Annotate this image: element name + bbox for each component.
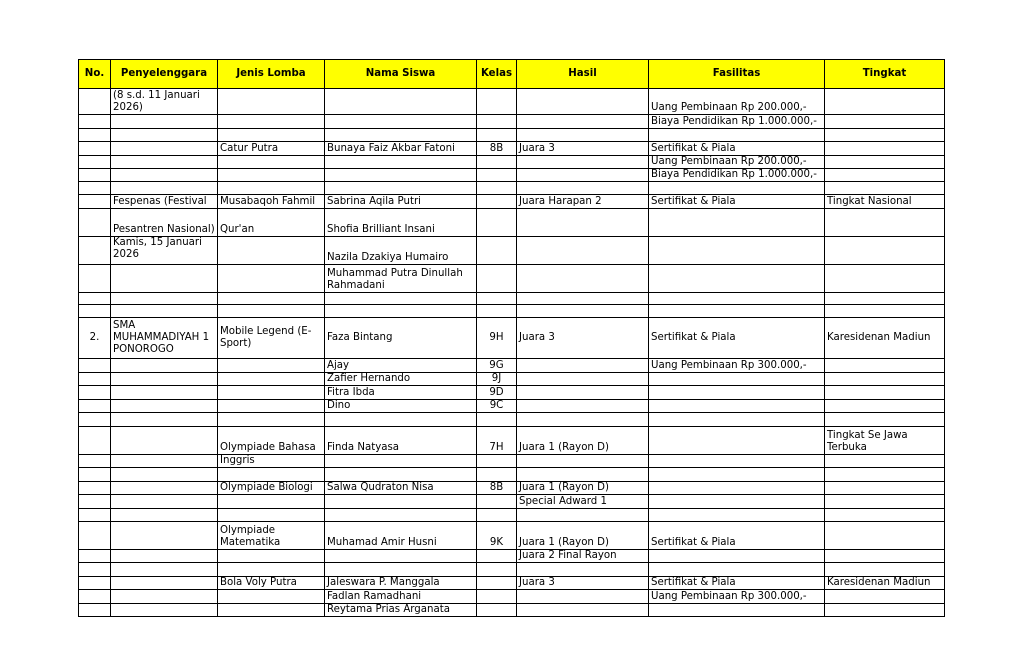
cell-tingkat [825, 509, 945, 522]
cell-hasil [517, 265, 649, 293]
header-tingkat: Tingkat [825, 60, 945, 89]
cell-kelas [477, 169, 517, 182]
cell-jenis-lomba [218, 305, 325, 318]
cell-no [79, 195, 111, 209]
cell-tingkat: Tingkat Se Jawa Terbuka [825, 427, 945, 455]
cell-tingkat [825, 373, 945, 386]
cell-nama-siswa: Sabrina Aqila Putri [325, 195, 477, 209]
cell-nama-siswa [325, 509, 477, 522]
cell-tingkat [825, 604, 945, 617]
cell-kelas: 9H [477, 318, 517, 359]
cell-hasil [517, 293, 649, 305]
cell-penyelenggara [111, 400, 218, 413]
table-row [79, 359, 945, 373]
table-row [79, 318, 945, 359]
cell-kelas [477, 455, 517, 468]
cell-kelas: 9C [477, 400, 517, 413]
cell-fasilitas [649, 400, 825, 413]
cell-penyelenggara [111, 305, 218, 318]
cell-nama-siswa [325, 115, 477, 129]
cell-no [79, 89, 111, 115]
cell-penyelenggara [111, 522, 218, 550]
cell-hasil: Juara 1 (Rayon D) [517, 482, 649, 495]
table-row [79, 142, 945, 156]
cell-nama-siswa: Shofia Brilliant Insani [325, 209, 477, 237]
header-jenis-lomba: Jenis Lomba [218, 60, 325, 89]
cell-tingkat [825, 156, 945, 169]
table-row [79, 550, 945, 563]
cell-kelas [477, 182, 517, 195]
cell-fasilitas: Sertifikat & Piala [649, 142, 825, 156]
table-row [79, 129, 945, 142]
cell-kelas [477, 550, 517, 563]
table-row [79, 237, 945, 265]
cell-jenis-lomba [218, 237, 325, 265]
cell-hasil [517, 509, 649, 522]
cell-tingkat [825, 115, 945, 129]
cell-fasilitas: Sertifikat & Piala [649, 577, 825, 590]
cell-tingkat [825, 293, 945, 305]
cell-jenis-lomba [218, 495, 325, 509]
cell-tingkat [825, 129, 945, 142]
cell-fasilitas [649, 550, 825, 563]
cell-fasilitas [649, 482, 825, 495]
cell-fasilitas [649, 563, 825, 577]
cell-no: 2. [79, 318, 111, 359]
cell-hasil: Juara 3 [517, 142, 649, 156]
cell-penyelenggara [111, 359, 218, 373]
cell-jenis-lomba [218, 115, 325, 129]
cell-penyelenggara: Fespenas (Festival [111, 195, 218, 209]
header-row [79, 60, 945, 89]
cell-no [79, 563, 111, 577]
cell-penyelenggara [111, 293, 218, 305]
cell-no [79, 495, 111, 509]
table-row [79, 195, 945, 209]
cell-nama-siswa: Muhammad Putra Dinullah Rahmadani [325, 265, 477, 293]
cell-nama-siswa: Zafier Hernando [325, 373, 477, 386]
cell-tingkat: Tingkat Nasional [825, 195, 945, 209]
cell-kelas [477, 563, 517, 577]
cell-hasil [517, 237, 649, 265]
cell-kelas [477, 590, 517, 604]
cell-no [79, 115, 111, 129]
header-hasil: Hasil [517, 60, 649, 89]
cell-nama-siswa [325, 293, 477, 305]
cell-kelas: 9D [477, 386, 517, 400]
cell-penyelenggara [111, 413, 218, 427]
table-row [79, 182, 945, 195]
cell-jenis-lomba [218, 413, 325, 427]
cell-nama-siswa [325, 305, 477, 318]
table-row [79, 305, 945, 318]
cell-no [79, 156, 111, 169]
table-row [79, 209, 945, 237]
cell-nama-siswa [325, 129, 477, 142]
cell-no [79, 142, 111, 156]
cell-jenis-lomba [218, 563, 325, 577]
table-row [79, 455, 945, 468]
cell-fasilitas: Uang Pembinaan Rp 200.000,- [649, 89, 825, 115]
cell-fasilitas: Uang Pembinaan Rp 300.000,- [649, 590, 825, 604]
cell-hasil: Juara 3 [517, 318, 649, 359]
table-row [79, 386, 945, 400]
cell-penyelenggara [111, 115, 218, 129]
table-row [79, 169, 945, 182]
cell-nama-siswa [325, 468, 477, 482]
cell-jenis-lomba [218, 590, 325, 604]
cell-no [79, 509, 111, 522]
cell-fasilitas [649, 182, 825, 195]
cell-nama-siswa: Bunaya Faiz Akbar Fatoni [325, 142, 477, 156]
cell-hasil [517, 386, 649, 400]
header-fasilitas: Fasilitas [649, 60, 825, 89]
cell-tingkat [825, 563, 945, 577]
cell-no [79, 209, 111, 237]
cell-nama-siswa: Jaleswara P. Manggala [325, 577, 477, 590]
cell-penyelenggara [111, 373, 218, 386]
cell-jenis-lomba: Inggris [218, 455, 325, 468]
spreadsheet-table-container [78, 59, 944, 617]
cell-penyelenggara [111, 563, 218, 577]
table-row [79, 400, 945, 413]
cell-kelas [477, 156, 517, 169]
cell-kelas [477, 509, 517, 522]
cell-fasilitas [649, 305, 825, 318]
cell-no [79, 169, 111, 182]
table-row [79, 156, 945, 169]
cell-tingkat [825, 182, 945, 195]
table-row [79, 115, 945, 129]
cell-no [79, 590, 111, 604]
cell-penyelenggara [111, 265, 218, 293]
cell-no [79, 577, 111, 590]
competition-results-table [78, 59, 945, 617]
cell-nama-siswa: Reytama Prias Arganata [325, 604, 477, 617]
header-kelas: Kelas [477, 60, 517, 89]
cell-tingkat [825, 482, 945, 495]
table-row [79, 509, 945, 522]
cell-jenis-lomba: Olympiade Matematika [218, 522, 325, 550]
cell-penyelenggara [111, 550, 218, 563]
cell-jenis-lomba [218, 182, 325, 195]
cell-jenis-lomba [218, 293, 325, 305]
cell-fasilitas: Sertifikat & Piala [649, 195, 825, 209]
cell-fasilitas: Biaya Pendidikan Rp 1.000.000,- [649, 169, 825, 182]
cell-fasilitas [649, 468, 825, 482]
cell-hasil: Juara 3 [517, 577, 649, 590]
cell-jenis-lomba: Musabaqoh Fahmil [218, 195, 325, 209]
cell-jenis-lomba: Mobile Legend (E-Sport) [218, 318, 325, 359]
cell-fasilitas [649, 373, 825, 386]
cell-fasilitas [649, 209, 825, 237]
cell-fasilitas [649, 237, 825, 265]
cell-tingkat [825, 522, 945, 550]
cell-nama-siswa: Dino [325, 400, 477, 413]
cell-tingkat [825, 305, 945, 318]
header-nama-siswa: Nama Siswa [325, 60, 477, 89]
cell-penyelenggara [111, 427, 218, 455]
table-row [79, 482, 945, 495]
table-row [79, 563, 945, 577]
table-row [79, 468, 945, 482]
cell-penyelenggara: Kamis, 15 Januari 2026 [111, 237, 218, 265]
cell-penyelenggara [111, 590, 218, 604]
cell-kelas: 8B [477, 482, 517, 495]
cell-nama-siswa: Ajay [325, 359, 477, 373]
cell-penyelenggara [111, 482, 218, 495]
cell-hasil: Juara 1 (Rayon D) [517, 522, 649, 550]
cell-tingkat [825, 359, 945, 373]
table-row [79, 427, 945, 455]
cell-kelas: 9J [477, 373, 517, 386]
cell-hasil [517, 182, 649, 195]
cell-kelas [477, 237, 517, 265]
cell-nama-siswa [325, 495, 477, 509]
cell-hasil [517, 413, 649, 427]
cell-jenis-lomba [218, 89, 325, 115]
cell-hasil [517, 156, 649, 169]
cell-nama-siswa [325, 550, 477, 563]
cell-nama-siswa: Salwa Qudraton Nisa [325, 482, 477, 495]
cell-tingkat [825, 142, 945, 156]
cell-fasilitas [649, 495, 825, 509]
cell-fasilitas: Sertifikat & Piala [649, 522, 825, 550]
cell-hasil [517, 400, 649, 413]
cell-hasil: Juara 2 Final Rayon [517, 550, 649, 563]
header-no: No. [79, 60, 111, 89]
cell-kelas [477, 129, 517, 142]
cell-tingkat [825, 169, 945, 182]
cell-no [79, 359, 111, 373]
table-row [79, 265, 945, 293]
cell-jenis-lomba [218, 604, 325, 617]
cell-penyelenggara: SMA MUHAMMADIYAH 1 PONOROGO [111, 318, 218, 359]
cell-penyelenggara [111, 129, 218, 142]
cell-no [79, 522, 111, 550]
cell-penyelenggara: Pesantren Nasional) [111, 209, 218, 237]
cell-kelas [477, 265, 517, 293]
cell-penyelenggara [111, 509, 218, 522]
cell-no [79, 265, 111, 293]
cell-no [79, 386, 111, 400]
cell-nama-siswa [325, 413, 477, 427]
cell-jenis-lomba [218, 509, 325, 522]
cell-jenis-lomba [218, 373, 325, 386]
cell-hasil: Juara Harapan 2 [517, 195, 649, 209]
cell-no [79, 293, 111, 305]
table-row [79, 590, 945, 604]
cell-no [79, 550, 111, 563]
cell-jenis-lomba [218, 156, 325, 169]
table-row [79, 89, 945, 115]
cell-hasil [517, 455, 649, 468]
table-row [79, 373, 945, 386]
cell-penyelenggara [111, 182, 218, 195]
cell-no [79, 182, 111, 195]
cell-penyelenggara [111, 156, 218, 169]
cell-fasilitas [649, 455, 825, 468]
cell-hasil [517, 169, 649, 182]
cell-jenis-lomba: Olympiade Biologi [218, 482, 325, 495]
cell-no [79, 305, 111, 318]
cell-kelas [477, 209, 517, 237]
cell-hasil [517, 590, 649, 604]
cell-hasil [517, 129, 649, 142]
cell-fasilitas [649, 509, 825, 522]
cell-tingkat [825, 455, 945, 468]
cell-fasilitas: Sertifikat & Piala [649, 318, 825, 359]
cell-tingkat [825, 89, 945, 115]
cell-nama-siswa [325, 455, 477, 468]
cell-tingkat: Karesidenan Madiun [825, 318, 945, 359]
cell-nama-siswa: Fadlan Ramadhani [325, 590, 477, 604]
cell-fasilitas [649, 427, 825, 455]
cell-no [79, 413, 111, 427]
cell-jenis-lomba: Qur'an [218, 209, 325, 237]
cell-kelas [477, 577, 517, 590]
cell-fasilitas [649, 604, 825, 617]
cell-penyelenggara [111, 577, 218, 590]
cell-hasil [517, 604, 649, 617]
cell-tingkat [825, 386, 945, 400]
cell-nama-siswa [325, 156, 477, 169]
cell-hasil: Juara 1 (Rayon D) [517, 427, 649, 455]
table-row [79, 604, 945, 617]
cell-hasil [517, 373, 649, 386]
cell-tingkat: Karesidenan Madiun [825, 577, 945, 590]
table-body [79, 89, 945, 617]
table-row [79, 293, 945, 305]
cell-fasilitas: Uang Pembinaan Rp 300.000,- [649, 359, 825, 373]
cell-kelas: 9G [477, 359, 517, 373]
cell-jenis-lomba [218, 550, 325, 563]
cell-kelas [477, 89, 517, 115]
cell-jenis-lomba [218, 265, 325, 293]
cell-no [79, 400, 111, 413]
table-row [79, 413, 945, 427]
cell-jenis-lomba [218, 359, 325, 373]
table-row [79, 522, 945, 550]
cell-no [79, 237, 111, 265]
cell-kelas [477, 468, 517, 482]
cell-penyelenggara [111, 169, 218, 182]
cell-kelas [477, 195, 517, 209]
cell-nama-siswa [325, 89, 477, 115]
cell-hasil: Special Adward 1 [517, 495, 649, 509]
cell-hasil [517, 468, 649, 482]
cell-fasilitas: Biaya Pendidikan Rp 1.000.000,- [649, 115, 825, 129]
cell-hasil [517, 209, 649, 237]
cell-no [79, 129, 111, 142]
cell-jenis-lomba [218, 468, 325, 482]
cell-kelas: 8B [477, 142, 517, 156]
cell-kelas [477, 495, 517, 509]
cell-nama-siswa [325, 169, 477, 182]
cell-fasilitas: Uang Pembinaan Rp 200.000,- [649, 156, 825, 169]
cell-penyelenggara [111, 495, 218, 509]
cell-nama-siswa: Nazila Dzakiya Humairo [325, 237, 477, 265]
cell-tingkat [825, 209, 945, 237]
cell-penyelenggara [111, 604, 218, 617]
cell-no [79, 604, 111, 617]
cell-fasilitas [649, 413, 825, 427]
cell-kelas: 9K [477, 522, 517, 550]
cell-tingkat [825, 265, 945, 293]
cell-nama-siswa [325, 563, 477, 577]
cell-nama-siswa [325, 182, 477, 195]
cell-kelas [477, 604, 517, 617]
table-row [79, 495, 945, 509]
cell-kelas [477, 413, 517, 427]
cell-no [79, 455, 111, 468]
header-penyelenggara: Penyelenggara [111, 60, 218, 89]
table-row [79, 577, 945, 590]
cell-no [79, 373, 111, 386]
cell-fasilitas [649, 386, 825, 400]
cell-penyelenggara [111, 142, 218, 156]
cell-tingkat [825, 550, 945, 563]
cell-tingkat [825, 237, 945, 265]
cell-hasil [517, 305, 649, 318]
cell-nama-siswa: Fitra Ibda [325, 386, 477, 400]
cell-penyelenggara [111, 455, 218, 468]
cell-nama-siswa: Faza Bintang [325, 318, 477, 359]
cell-kelas [477, 115, 517, 129]
cell-hasil [517, 89, 649, 115]
cell-no [79, 482, 111, 495]
cell-jenis-lomba: Olympiade Bahasa [218, 427, 325, 455]
cell-jenis-lomba [218, 169, 325, 182]
cell-jenis-lomba [218, 400, 325, 413]
cell-no [79, 427, 111, 455]
cell-nama-siswa: Finda Natyasa [325, 427, 477, 455]
cell-jenis-lomba: Bola Voly Putra [218, 577, 325, 590]
cell-fasilitas [649, 293, 825, 305]
cell-tingkat [825, 590, 945, 604]
cell-jenis-lomba: Catur Putra [218, 142, 325, 156]
cell-penyelenggara [111, 468, 218, 482]
cell-hasil [517, 563, 649, 577]
cell-tingkat [825, 468, 945, 482]
cell-jenis-lomba [218, 129, 325, 142]
cell-tingkat [825, 495, 945, 509]
cell-penyelenggara: (8 s.d. 11 Januari 2026) [111, 89, 218, 115]
cell-hasil [517, 115, 649, 129]
cell-hasil [517, 359, 649, 373]
cell-kelas: 7H [477, 427, 517, 455]
cell-fasilitas [649, 265, 825, 293]
cell-penyelenggara [111, 386, 218, 400]
cell-fasilitas [649, 129, 825, 142]
cell-jenis-lomba [218, 386, 325, 400]
cell-nama-siswa: Muhamad Amir Husni [325, 522, 477, 550]
cell-kelas [477, 305, 517, 318]
cell-kelas [477, 293, 517, 305]
cell-tingkat [825, 413, 945, 427]
cell-tingkat [825, 400, 945, 413]
cell-no [79, 468, 111, 482]
